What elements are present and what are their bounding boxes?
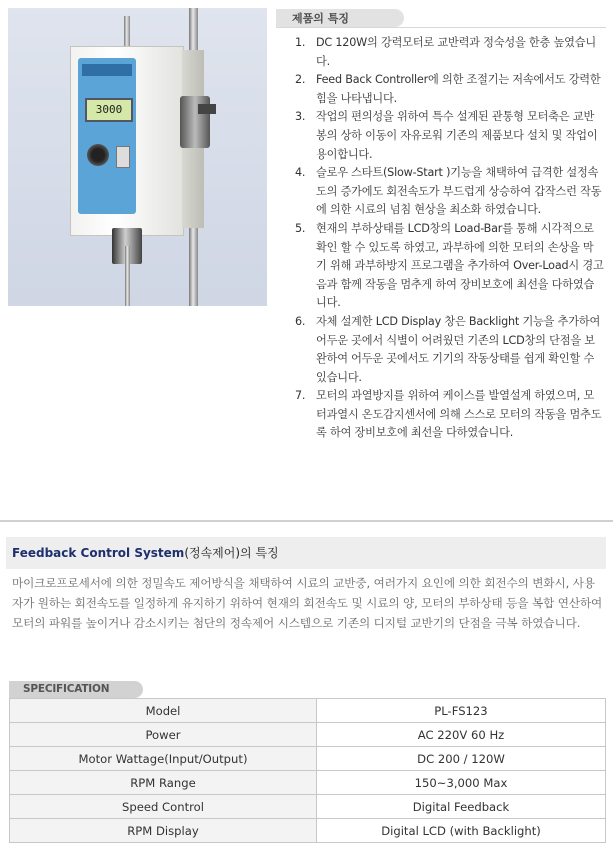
features-title-underline bbox=[276, 27, 606, 28]
power-switch-icon bbox=[116, 146, 130, 168]
spec-value: Digital Feedback bbox=[317, 795, 606, 819]
table-row bbox=[10, 771, 606, 795]
spec-title-tab bbox=[9, 681, 143, 698]
features-title-tab bbox=[276, 9, 404, 27]
item-text: 자체 설계한 LCD Display 창은 Backlight 기능을 추가하여 어두운 곳에서 식별이 어려웠던 기존의 LCD창의 단점을 보완하여 어두운 곳에서도 기기의 작동상태를 쉽게 확인할 수 있습니다. bbox=[316, 314, 601, 384]
item-number: 5. bbox=[295, 221, 306, 235]
spec-value: PL-FS123 bbox=[317, 699, 606, 723]
item-number: 1. bbox=[295, 36, 306, 49]
list-item bbox=[276, 387, 604, 443]
stirring-rod bbox=[125, 246, 130, 306]
feedback-description: 마이크로프로세서에 의한 정밀속도 제어방식을 채택하여 시료의 교반중, 여러가지 요인에 의한 회전수의 변화시, 사용자가 원하는 회전속도를 일정하게 유지하기 위하여 현재의 회전속도 및 시료의 양, 모터의 부하상태 등을 복합 연산하여 모터의 파워를 높이거나 감소시키는 첨단의 정속제어 시스템으로 기존의 디지털 교반기의 단점을 극복 하였습니다. bbox=[12, 576, 603, 630]
list-item bbox=[276, 164, 604, 220]
spec-key: Motor Wattage(Input/Output) bbox=[10, 747, 317, 771]
section-divider bbox=[0, 520, 613, 522]
spec-key: RPM Display bbox=[10, 819, 317, 843]
control-panel bbox=[78, 58, 136, 214]
panel-header bbox=[82, 64, 132, 76]
item-text: DC 120W의 강력모터로 교반력과 정숙성을 한층 높였습니다. bbox=[316, 36, 596, 68]
spec-key: Model bbox=[10, 699, 317, 723]
spec-key: RPM Range bbox=[10, 771, 317, 795]
table-row bbox=[10, 699, 606, 723]
feedback-title-en: Feedback Control System bbox=[12, 546, 185, 560]
item-text: 작업의 편의성을 위하여 특수 설계된 관통형 모터축은 교반봉의 상하 이동이 자유로워 기존의 제품보다 설치 및 작업이 용이합니다. bbox=[316, 110, 598, 161]
item-number: 7. bbox=[295, 389, 306, 403]
spec-value: AC 220V 60 Hz bbox=[317, 723, 606, 747]
spec-value: DC 200 / 120W bbox=[317, 747, 606, 771]
lcd-display: 3000 bbox=[85, 98, 133, 122]
clamp-screw bbox=[198, 104, 216, 114]
item-number: 6. bbox=[295, 314, 306, 328]
speed-knob-icon bbox=[87, 144, 109, 166]
item-text: 슬로우 스타트(Slow-Start )기능을 채택하여 급격한 설정속도의 증가에도 회전속도가 부드럽게 상승하여 갑작스런 작동에 의한 시료의 넘침 현상을 최소화 하였습니다. bbox=[316, 166, 602, 217]
product-photo bbox=[8, 8, 267, 306]
list-item bbox=[276, 34, 604, 71]
spec-value: 150~3,000 Max bbox=[317, 771, 606, 795]
item-number: 2. bbox=[295, 73, 306, 87]
spec-title: SPECIFICATION bbox=[23, 683, 110, 695]
item-number: 3. bbox=[295, 110, 306, 124]
feedback-title bbox=[12, 544, 279, 561]
features-title: 제품의 특징 bbox=[292, 12, 349, 25]
table-row bbox=[10, 795, 606, 819]
spec-key: Speed Control bbox=[10, 795, 317, 819]
table-row bbox=[10, 819, 606, 843]
list-item bbox=[276, 108, 604, 164]
item-text: 모터의 과열방지를 위하여 케이스를 발열설계 하였으며, 모터과열시 온도감지센서에 의해 스스로 모터의 작동을 멈추도록 하여 장비보호에 최선을 다하였습니다. bbox=[316, 389, 602, 440]
spec-table bbox=[9, 698, 606, 843]
list-item bbox=[276, 71, 604, 108]
spec-key: Power bbox=[10, 723, 317, 747]
item-number: 4. bbox=[295, 166, 306, 180]
table-row bbox=[10, 723, 606, 747]
spec-value: Digital LCD (with Backlight) bbox=[317, 819, 606, 843]
list-item bbox=[276, 220, 604, 313]
item-text: 현재의 부하상태를 LCD창의 Load-Bar를 통해 시각적으로 확인 할 수 있도록 하였고, 과부하에 의한 모터의 손상을 막기 위해 과부하방지 프로그램을 추가하여 Over-Load시 경고음과 함께 작동을 멈추게 하여 장비보호에 최선을 다하였습니다. bbox=[316, 221, 604, 310]
feedback-title-ko: (정속제어)의 특징 bbox=[184, 546, 279, 560]
feature-list bbox=[276, 34, 604, 443]
list-item bbox=[276, 313, 604, 387]
item-text: Feed Back Controller에 의한 조절기는 저속에서도 강력한 힘을 나타냅니다. bbox=[316, 73, 601, 105]
table-row bbox=[10, 747, 606, 771]
